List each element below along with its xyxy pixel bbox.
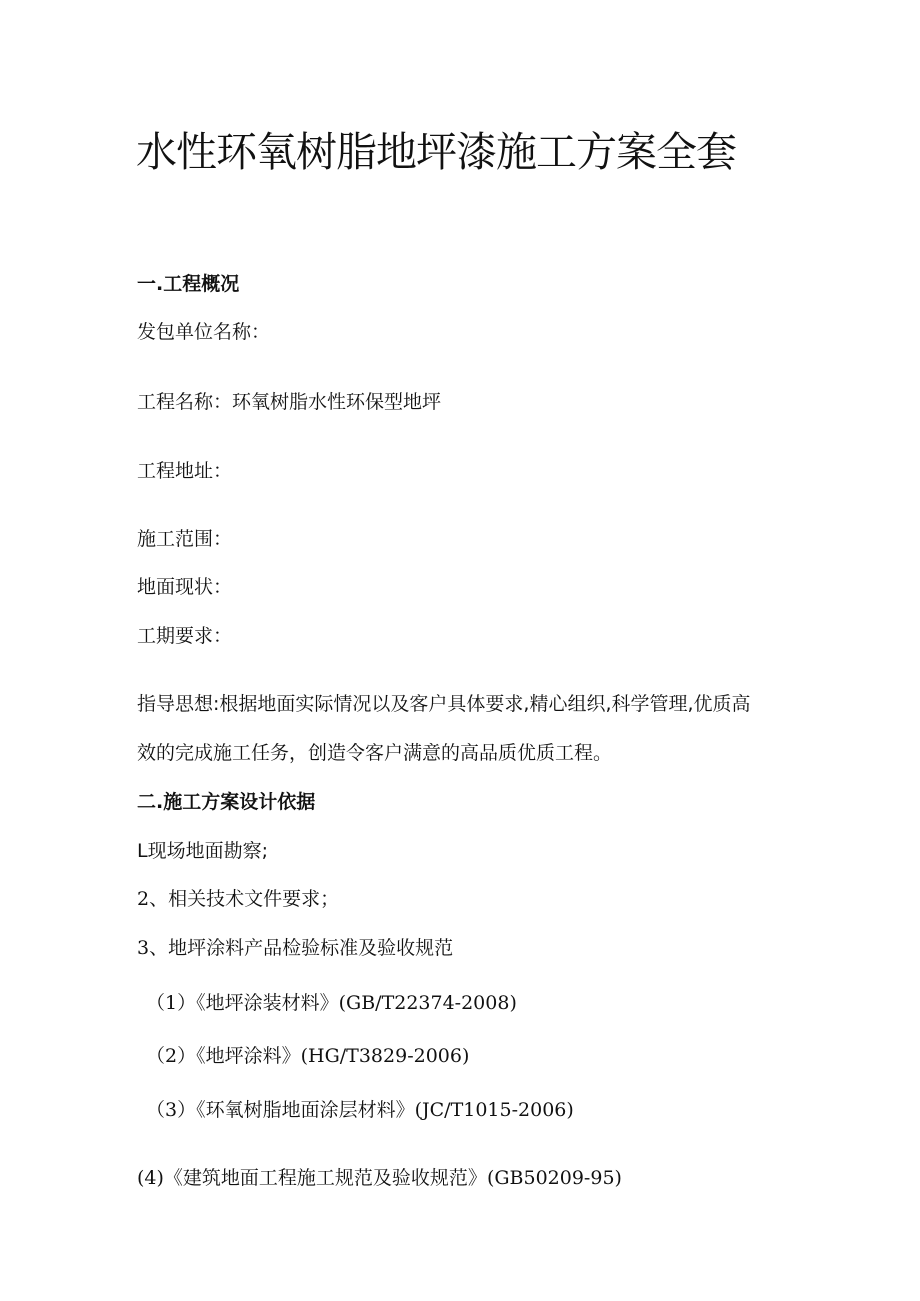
standard-code: (GB/T22374-2008) (338, 992, 517, 1014)
standard-item (146, 990, 517, 1016)
basis-item-2-number: 2、 (137, 888, 169, 910)
guideline-line-2: 效的完成施工任务，创造令客户满意的高品质优质工程。 (137, 742, 613, 764)
section-heading-overview: 一.工程概况 (137, 273, 240, 295)
standard-item (146, 1043, 469, 1069)
guideline-line-1: 指导思想:根据地面实际情况以及客户具体要求,精心组织,科学管理,优质高 (137, 693, 751, 715)
basis-item-3-number: 3、 (137, 937, 169, 959)
field-project-name: 工程名称：环氧树脂水性环保型地坪 (137, 391, 442, 413)
field-contractor: 发包单位名称： (137, 321, 271, 343)
field-project-address: 工程地址： (137, 460, 233, 482)
field-schedule: 工期要求： (137, 625, 233, 647)
standard-item (137, 1165, 622, 1191)
section-heading-basis: 二.施工方案设计依据 (137, 791, 316, 813)
basis-item-3 (137, 935, 453, 961)
standard-name: 《地坪涂料》 (196, 1045, 301, 1067)
standard-name: 《建筑地面工程施工规范及验收规范》 (163, 1167, 487, 1189)
field-scope: 施工范围： (137, 528, 233, 550)
standard-name: 《地坪涂装材料》 (196, 992, 339, 1014)
standard-number: （1） (146, 992, 197, 1014)
basis-item-2 (137, 886, 339, 912)
standard-item (146, 1097, 574, 1123)
document-title: 水性环氧树脂地坪漆施工方案全套 (136, 128, 736, 176)
basis-item-3-text: 地坪涂料产品检验标准及验收规范 (168, 937, 454, 959)
standard-number: (4) (137, 1167, 164, 1189)
standard-code: (JC/T1015-2006) (414, 1099, 574, 1121)
basis-item-2-text: 相关技术文件要求； (168, 888, 340, 910)
standard-number: （2） (146, 1045, 197, 1067)
basis-item-1: L现场地面勘察; (137, 840, 268, 862)
standard-code: (HG/T3829-2006) (300, 1045, 470, 1067)
standard-code: (GB50209-95) (486, 1167, 622, 1189)
standard-name: 《环氧树脂地面涂层材料》 (196, 1099, 415, 1121)
field-ground-status: 地面现状： (137, 576, 233, 598)
standard-number: （3） (146, 1099, 197, 1121)
